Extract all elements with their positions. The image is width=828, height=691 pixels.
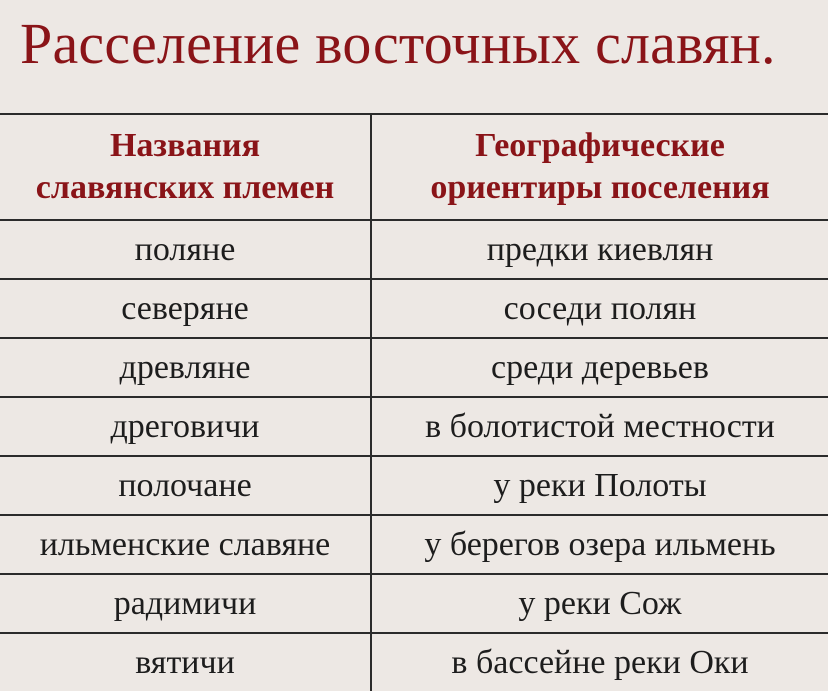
tribe-cell: вятичи [0,633,371,691]
tribe-cell: северяне [0,279,371,338]
header-tribe-names-line-1: Названия [109,127,261,164]
table-row [0,574,828,633]
header-row [0,114,828,220]
tribe-cell: ильменские славяне [0,515,371,574]
location-cell: среди деревьев [371,338,828,397]
tribe-cell: полочане [0,456,371,515]
table-row [0,456,828,515]
location-cell: соседи полян [371,279,828,338]
location-cell: у берегов озера ильмень [371,515,828,574]
header-tribe-names-line-2: славянских племен [35,169,335,206]
location-cell: у реки Полоты [371,456,828,515]
location-cell: у реки Сож [371,574,828,633]
table-row [0,220,828,279]
header-geo-landmarks-line-1: Географические [475,127,725,164]
location-cell: в болотистой местности [371,397,828,456]
tribe-cell: поляне [0,220,371,279]
tribe-cell: радимичи [0,574,371,633]
tribe-cell: дреговичи [0,397,371,456]
table-header [0,114,828,220]
location-cell: в бассейне реки Оки [371,633,828,691]
slide-title: Расселение восточных славян. [20,11,776,76]
header-tribe-names [0,114,371,220]
table-body [0,220,828,691]
tribe-cell: древляне [0,338,371,397]
table-row [0,633,828,691]
header-geo-landmarks [371,114,828,220]
table-row [0,515,828,574]
table-row [0,279,828,338]
location-cell: предки киевлян [371,220,828,279]
header-geo-landmarks-line-2: ориентиры поселения [430,169,770,206]
tribes-table [0,113,828,691]
table-row [0,397,828,456]
table-row [0,338,828,397]
